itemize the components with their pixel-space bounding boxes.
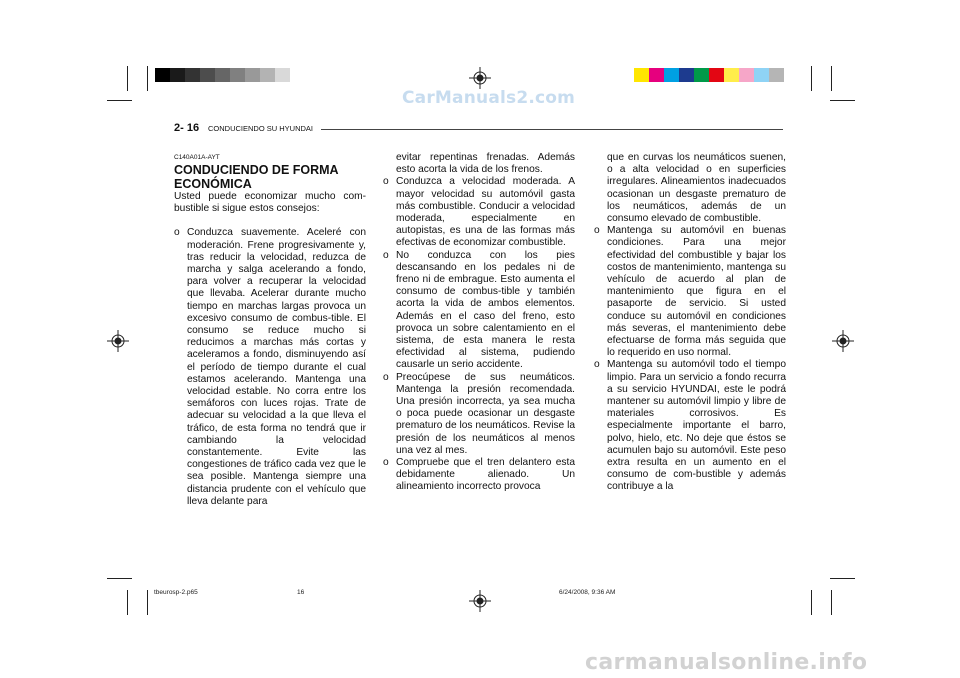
registration-mark-icon [469,67,491,89]
watermark-top[interactable]: CarManuals2.com [402,88,576,108]
footer-filename: tbeurosp-2.p65 [154,589,198,596]
bullet: o [174,227,180,239]
column-2 [383,152,575,494]
color-swatch [769,68,784,82]
color-swatch [230,68,245,82]
heading-line-1: CONDUCIENDO DE FORMA [174,163,339,177]
color-calibration-bar [634,68,784,82]
intro-paragraph: Usted puede economizar mucho com-bustible si sigue estos consejos: [174,191,366,215]
crop-mark [811,66,812,91]
list-item-text: Preocúpese de sus neumáticos. Mantenga la presión recomendada. Una presión incorrecta, ya sea mucha o poca puede ocasionar un desgaste prematuro de los neumáticos. Revise la presión de los neumáticos al menos una vez al mes. [396,371,575,456]
color-swatch [245,68,260,82]
color-swatch [170,68,185,82]
list-item-text: Mantenga su automóvil en buenas condiciones. Para una mejor efectividad del combustible y bajar los costos de mantenimiento, mantenga su vehículo de acuerdo al plan de mantenimiento que figura en el pasaporte de servicio. Si usted conduce su automóvil en condiciones más severas, el mantenimiento debe efectuarse de forma más seguida que lo requerido en uso normal. [607,225,786,359]
color-swatch [185,68,200,82]
list-item-text: Compruebe que el tren delantero esta debidamente alienado. Un alineamiento incorrecto provoca [396,457,575,493]
page-number: 2- 16 [174,122,200,134]
heading-line-2: ECONÓMICA [174,177,252,191]
crop-mark [831,590,832,615]
color-swatch [754,68,769,82]
crop-mark [127,590,128,615]
crop-mark [107,100,132,101]
list-item-continued [383,152,575,176]
list-item-continued [594,152,786,225]
list-item-text: que en curvas los neumáticos suenen, o a alta velocidad o en superficies irregulares. Alineamientos inadecuados ocasionan un desgaste prematuro de los neumáticos, además de un consumo elevado de combustible. [607,152,786,225]
bullet: o [383,249,389,261]
bullet: o [383,457,389,469]
bullet: o [594,359,600,371]
crop-mark [127,66,128,91]
registration-mark-icon [469,590,491,612]
color-swatch [215,68,230,82]
list-item-text: Conduzca a velocidad moderada. A mayor velocidad su automóvil gasta más combustible. Conducir a velocidad moderada, especialmente en autopistas, es una de las formas más efectivas de economizar combustible. [396,176,575,249]
column-1 [174,154,366,508]
list-item-text: Conduzca suavemente. Aceleré con moderación. Frene progresivamente y, tras reducir la velocidad, reduzca de marcha y salga acelerando a fondo, para volver a recuperar la velocidad que llevaba. Acelerar durante mucho tiempo en marchas largas provoca un excesivo consumo de combus-tible. El consumo se reduce mucho si reducimos a marchas más cortas y aceleramos a fondo, disminuyendo así el período de tiempo durante el cual estamos acelerando. Mantenga una velocidad estable. No corra entre los semáforos con luces rojas. Trate de adecuar su velocidad a la que lleva el tráfico, de esta forma no tendrá que ir cambiando la velocidad constantemente. Evite las congestiones de tráfico cada vez que le sea posible. Mantenga siempre una distancia prudente con el vehículo que lleva delante para [187,227,366,507]
color-swatch [664,68,679,82]
grayscale-bar [155,68,290,82]
list-item [594,359,786,493]
color-swatch [634,68,649,82]
list-item [383,372,575,457]
color-swatch [679,68,694,82]
footer-page: 16 [297,589,305,596]
bullet: o [594,225,600,237]
registration-mark-icon [107,330,129,352]
list-item-text: No conduzca con los pies descansando en los pedales ni de freno ni de embrague. Esto aumenta el consumo de combus-tible y también acorta la vida de ambos elementos. Además en el caso del freno, esto provoca un sobre calentamiento en el sistema, de esta manera le resta efectividad al sistema, pudiendo causarle un serio accidente. [396,249,575,371]
color-swatch [739,68,754,82]
column-3 [594,152,786,494]
crop-mark [107,578,132,579]
list-item [383,250,575,372]
bullet: o [383,176,389,188]
footer-timestamp: 6/24/2008, 9:36 AM [559,589,616,596]
crop-mark [811,590,812,615]
header-divider [321,129,783,130]
color-swatch [709,68,724,82]
color-swatch [649,68,664,82]
crop-mark [830,100,855,101]
section-title: CONDUCIENDO SU HYUNDAI [208,124,314,133]
crop-mark [830,578,855,579]
list-item [594,225,786,359]
list-item-text: evitar repentinas frenadas. Además esto acorta la vida de los frenos. [396,152,575,176]
color-swatch [200,68,215,82]
color-swatch [275,68,290,82]
crop-mark [147,590,148,615]
color-swatch [694,68,709,82]
list-item-text: Mantenga su automóvil todo el tiempo limpio. Para un servicio a fondo recurra a su servicio HYUNDAI, este le podrá mantener su automóvil limpio y libre de materiales corrosivos. Es especialmente importante el barro, polvo, hielo, etc. No deje que éstos se acumulen bajo su automóvil. Este peso extra resulta en un aumento en el consumo de com-bustible y además contribuye a la [607,359,786,493]
section-code: C140A01A-AYT [174,154,220,161]
registration-mark-icon [832,330,854,352]
crop-mark [147,66,148,91]
color-swatch [155,68,170,82]
list-item [383,176,575,249]
watermark-bottom[interactable]: carmanualsonline.info [585,650,868,675]
color-swatch [724,68,739,82]
list-item [174,227,366,508]
list-item [383,457,575,494]
color-swatch [260,68,275,82]
bullet: o [383,371,389,383]
section-heading [174,163,366,191]
crop-mark [831,66,832,91]
